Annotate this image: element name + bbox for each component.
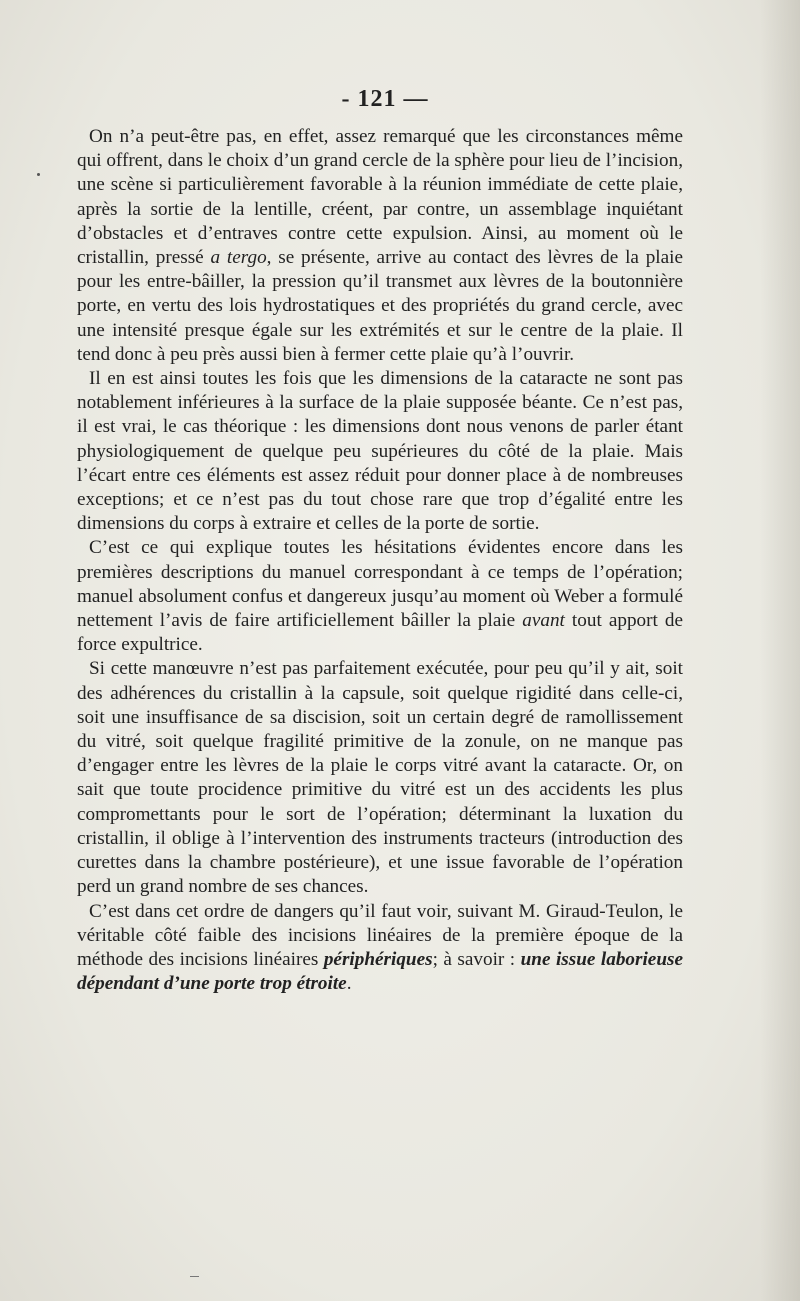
page-number: - 121 — xyxy=(341,86,429,112)
paragraph-3-text-cont: tout apport de force expultrice. xyxy=(77,610,684,656)
body-text xyxy=(77,125,683,996)
paragraph-5-text: C’est dans cet ordre de dangers qu’il faut voir, suivant M. Giraud-Teulon, le véritable côté faible des incisions linéaires de la première époque de la méthode des incisions linéaires xyxy=(77,900,683,970)
page-edge-shadow xyxy=(760,0,800,1301)
paragraph-2 xyxy=(77,367,683,536)
paragraph-3 xyxy=(77,536,683,657)
paragraph-5-period: . xyxy=(346,973,352,995)
paragraph-5-emphasis-peripheriques: périphériques xyxy=(323,948,433,970)
paragraph-2-text: Il en est ainsi toutes les fois que les dimensions de la cataracte ne sont pas notablement inférieures à la surface de la plaie supposée béante. Ce n’est pas, il est vrai, le cas théorique : les dimensions dont nous venons de parler étant physiologiquement de quelque peu supérieures du côté de la plaie. Mais l’écart entre ces éléments est assez réduit pour donner place à de nombreuses exceptions; et ce n’est pas du tout chose rare que trop d’égalité entre les dimensions du corps à extraire et celles de la porte de sortie. xyxy=(77,368,683,535)
paragraph-3-italic-avant: avant xyxy=(522,610,565,632)
paragraph-4 xyxy=(77,657,683,899)
paragraph-1-italic-a-tergo: a tergo xyxy=(210,247,267,269)
paragraph-3-text: C’est ce qui explique toutes les hésitations évidentes encore dans les premières descriptions du manuel correspondant à ce temps de l’opération; manuel absolument confus et dangereux jusqu’au moment où Weber a formulé nettement l’avis de faire artificiellement bâiller la plaie xyxy=(77,537,683,632)
paragraph-5 xyxy=(77,900,683,997)
paragraph-1 xyxy=(77,125,683,367)
paragraph-5-emphasis-conclusion: une issue laborieuse dépendant d’une porte trop étroite xyxy=(77,948,683,995)
paragraph-4-text: Si cette manœuvre n’est pas parfaitement exécutée, pour peu qu’il y ait, soit des adhérences du cristallin à la capsule, soit quelque rigidité dans celle-ci, soit une insuffisance de sa discision, soit un certain degré de ramollissement du vitré, soit quelque fragilité primitive de la zonule, on ne manque pas d’engager entre les lèvres de la plaie le corps vitré avant la cataracte. Or, on sait que toute procidence primitive du vitré est un des accidents les plus compromettants pour le sort de l’opération; déterminant la luxation du cristallin, il oblige à l’intervention des instruments tracteurs (introduction des curettes dans la chambre postérieure), et une issue favorable de l’opération perd un grand nombre de ses chances. xyxy=(77,658,683,898)
margin-speck xyxy=(37,173,40,176)
paragraph-5-text-cont: ; à savoir : xyxy=(432,948,521,970)
paragraph-1-text-cont: , se présente, arrive au contact des lèvres de la plaie pour les entre-bâiller, la pression qu’il transmet aux lèvres de la boutonnière porte, en vertu des lois hydrostatiques et des propriétés du grand cercle, avec une intensité presque égale sur les extrémités et sur le centre de la plaie. Il tend donc à peu près aussi bien à fermer cette plaie qu’à l’ouvrir. xyxy=(77,247,683,365)
paragraph-1-text: On n’a peut-être pas, en effet, assez remarqué que les circonstances même qui offrent, dans le choix d’un grand cercle de la sphère pour lieu de l’incision, une scène si particulièrement favorable à la réunion immédiate de cette plaie, après la sortie de la lentille, créent, par contre, un assemblage inquiétant d’obstacles et d’entraves contre cette expulsion. Ainsi, au moment où le cristallin, pressé xyxy=(77,126,683,269)
bottom-dash-mark xyxy=(190,1276,199,1277)
